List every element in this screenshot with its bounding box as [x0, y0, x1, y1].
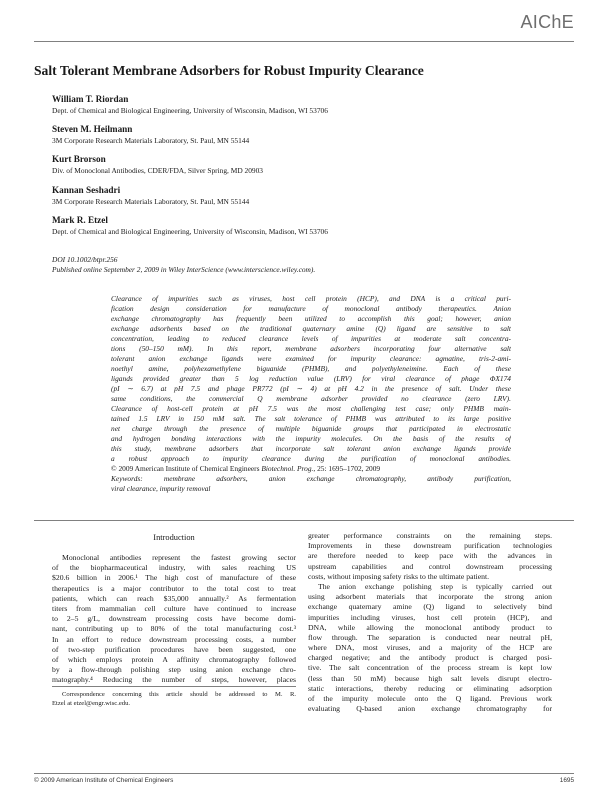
author-name: Kurt Brorson	[52, 154, 106, 165]
abstract-line: tions (50–150 mM). In this report, membrane adsorbers incorporating four alternative salt	[111, 344, 511, 353]
author-affiliation: Div. of Monoclonal Antibodies, CDER/FDA, Silver Spring, MD 20903	[52, 166, 263, 176]
body-line: Improvements in these downstream purification technologies	[308, 541, 552, 551]
abstract-line: same conditions, the commercial Q membrane adsorber provided no clearance (zero LRV).	[111, 394, 511, 403]
author-name: Kannan Seshadri	[52, 184, 121, 195]
body-line: Monoclonal antibodies represent the fastest growing sector	[62, 553, 296, 562]
abstract-line: noethyl amine, polyhexamethylene biguanide (PHMB), and polyethyleneimine. Each of these	[111, 364, 511, 373]
right-column	[308, 531, 552, 714]
abstract-line: tolerant anion exchange ligands were examined for impurity clearance: agmatine, tris-2-ami-	[111, 354, 511, 363]
abstract-line: (pI ∼ 6.7) at pH 7.5 and phage PR772 (pI ∼ 4) at pH 4.2 in the presence of salt. Under these	[111, 384, 511, 393]
abstract-line: Clearance of impurities such as viruses, host cell protein (HCP), and DNA is a critical puri-	[111, 294, 511, 303]
publication-info	[52, 255, 574, 275]
body-line: In an effort to reduce downstream processing costs, a number	[52, 634, 296, 644]
abstract-line: tained 1.5 LRV in 150 mM salt. The salt tolerance of PHMB was attributed to its large positive	[111, 414, 511, 423]
body-line: are therefore needed to keep pace with the advances in	[308, 551, 552, 561]
body-line: $20.6 billion in 2006.¹ The high cost of manufacture of these	[52, 573, 296, 583]
author-entry	[52, 153, 574, 183]
citation-suffix: , 25: 1695–1702, 2009	[313, 464, 381, 473]
author-entry	[52, 123, 574, 153]
abstract-line: ligands provided greater than 5 log reduction value (LRV) for viral clearance of phage ΦX174	[111, 374, 511, 383]
article-title: Salt Tolerant Membrane Adsorbers for Robust Impurity Clearance	[34, 63, 424, 78]
correspondence-footnote	[52, 690, 296, 708]
journal-brand-logo: AIChE	[520, 12, 574, 32]
abstract-line: net charge through the presence of multiple biguanide groups that participated in electrostatic	[111, 424, 511, 433]
author-name: Steven M. Heilmann	[52, 124, 133, 135]
author-affiliation: Dept. of Chemical and Biological Engineering, University of Wisconsin, Madison, WI 53706	[52, 226, 328, 236]
abstract-line: Clearance of host-cell protein at pH 7.5 was the most challenging test case; only PHMB main-	[111, 404, 511, 413]
author-affiliation: Dept. of Chemical and Biological Engineering, University of Wisconsin, Madison, WI 53706	[52, 106, 328, 115]
abstract	[111, 294, 511, 494]
keywords-line: Keywords: membrane adsorbers, anion exchange chromatography, antibody purification,	[111, 474, 511, 483]
published-online-text: Published online September 2, 2009 in Wiley InterScience (www.interscience.wiley.com).	[52, 265, 316, 274]
author-name: Mark R. Etzel	[52, 214, 108, 225]
page-number: 1695	[559, 777, 574, 784]
body-line: titers from mammalian cell culture have continued to increase	[52, 603, 296, 613]
footer-copyright: © 2009 American Institute of Chemical Engineers	[34, 777, 174, 784]
abstract-line: concentration, leading to reduced clearance levels of impurities at moderate salt concentra-	[111, 334, 511, 343]
abstract-line: this study, membrane adsorbers that incorporate salt tolerant anion exchange ligands provide	[111, 444, 511, 453]
body-line: upstream capabilities and control downstream processing	[308, 561, 552, 571]
abstract-line: and hydrogen bonding interactions with the impurity molecules. On the basis of the results of	[111, 434, 511, 443]
body-line: matography.⁴ Reducing the number of steps, however, places	[52, 675, 296, 685]
body-line: DNA, while allowing the monoclonal antibody product to	[308, 622, 552, 632]
left-column	[52, 531, 296, 685]
body-line: tive. The salt concentration of the process stream is kept low	[308, 663, 552, 673]
section-heading-introduction: Introduction	[153, 533, 195, 542]
body-line: costs, without imposing safety risks to the ultimate patient.	[308, 571, 490, 581]
author-entry	[52, 184, 574, 214]
body-line: static interactions, thereby reducing or eliminating adsorption	[308, 683, 552, 693]
body-line: The anion exchange polishing step is typically carried out	[318, 581, 552, 591]
author-list	[52, 93, 574, 244]
body-line: using adsorbent materials that incorporate the strong anion	[308, 592, 552, 602]
body-line: patients, which can reach $35,000 annually.² As fermentation	[52, 593, 296, 603]
body-line: exchange quaternary amine (Q) ligand to selectively bind	[308, 602, 552, 612]
body-line: impurities including viruses, host cell protein (HCP), and	[308, 612, 552, 622]
author-entry	[52, 214, 574, 244]
body-line: of the biopharmaceutical industry, with sales reaching US	[52, 563, 296, 573]
body-line: by a flow-through polishing step using anion exchange chro-	[52, 665, 296, 675]
author-affiliation: 3M Corporate Research Materials Laboratory, St. Paul, MN 55144	[52, 196, 250, 206]
abstract-line: exchange adsorbents based on the traditional quaternary amine (Q) ligand are sensitive to salt	[111, 324, 511, 333]
footnote-rule	[52, 686, 296, 687]
author-name: William T. Riordan	[52, 94, 129, 104]
abstract-line: exchange chromatography has frequently been utilized to accomplish this goal; however, anion	[111, 314, 511, 323]
body-line: of which employs protein A affinity chromatography followed	[52, 654, 296, 664]
abstract-line: fication design consideration for manufacture of monoclonal antibody therapeutics. Anion	[111, 304, 511, 313]
copyright-citation-line	[111, 464, 511, 474]
footnote-line: Etzel at etzel@engr.wisc.edu.	[52, 700, 131, 707]
abstract-line: a robust approach to impurity clearance during the purification of monoclonal antibodies.	[111, 454, 511, 463]
body-line: (less than 50 mM) because high salt levels disrupt electro-	[308, 673, 552, 683]
keywords-line: viral clearance, impurity removal	[111, 484, 211, 493]
body-line: of two-step purification procedures have been suggested, one	[52, 644, 296, 654]
body-line: nant, contributing up to 80% of the total manufacturing cost.³	[52, 624, 296, 634]
body-line: greater performance constraints on the remaining steps.	[308, 531, 552, 540]
header-rule	[34, 41, 574, 42]
author-entry	[52, 93, 574, 123]
footer-rule	[34, 773, 574, 774]
body-line: flow through. The separation is conducted near neutral pH,	[308, 632, 552, 642]
journal-name: Biotechnol. Prog.	[261, 464, 314, 473]
author-affiliation: 3M Corporate Research Materials Laboratory, St. Paul, MN 55144	[52, 136, 250, 146]
body-line: where DNA, most viruses, and a majority of the HCP are	[308, 643, 552, 653]
body-line: charged negative; and the antibody product is charged posi-	[308, 653, 552, 663]
copyright-prefix: © 2009 American Institute of Chemical Engineers	[111, 464, 262, 473]
body-line: to 2–5 g/L, downstream processing costs have become domi-	[52, 614, 296, 624]
doi-text: DOI 10.1002/btpr.256	[52, 255, 118, 264]
body-line: therapeutics is a major contributor to the total cost to treat	[52, 583, 296, 593]
body-line: of the impurity molecule onto the Q ligand. Previous work	[308, 694, 552, 703]
body-line: evaluating Q-based anion exchange chromatography for	[308, 704, 552, 714]
abstract-separator-rule	[34, 520, 574, 521]
footnote-line: Correspondence concerning this article should be addressed to M. R.	[62, 691, 296, 698]
